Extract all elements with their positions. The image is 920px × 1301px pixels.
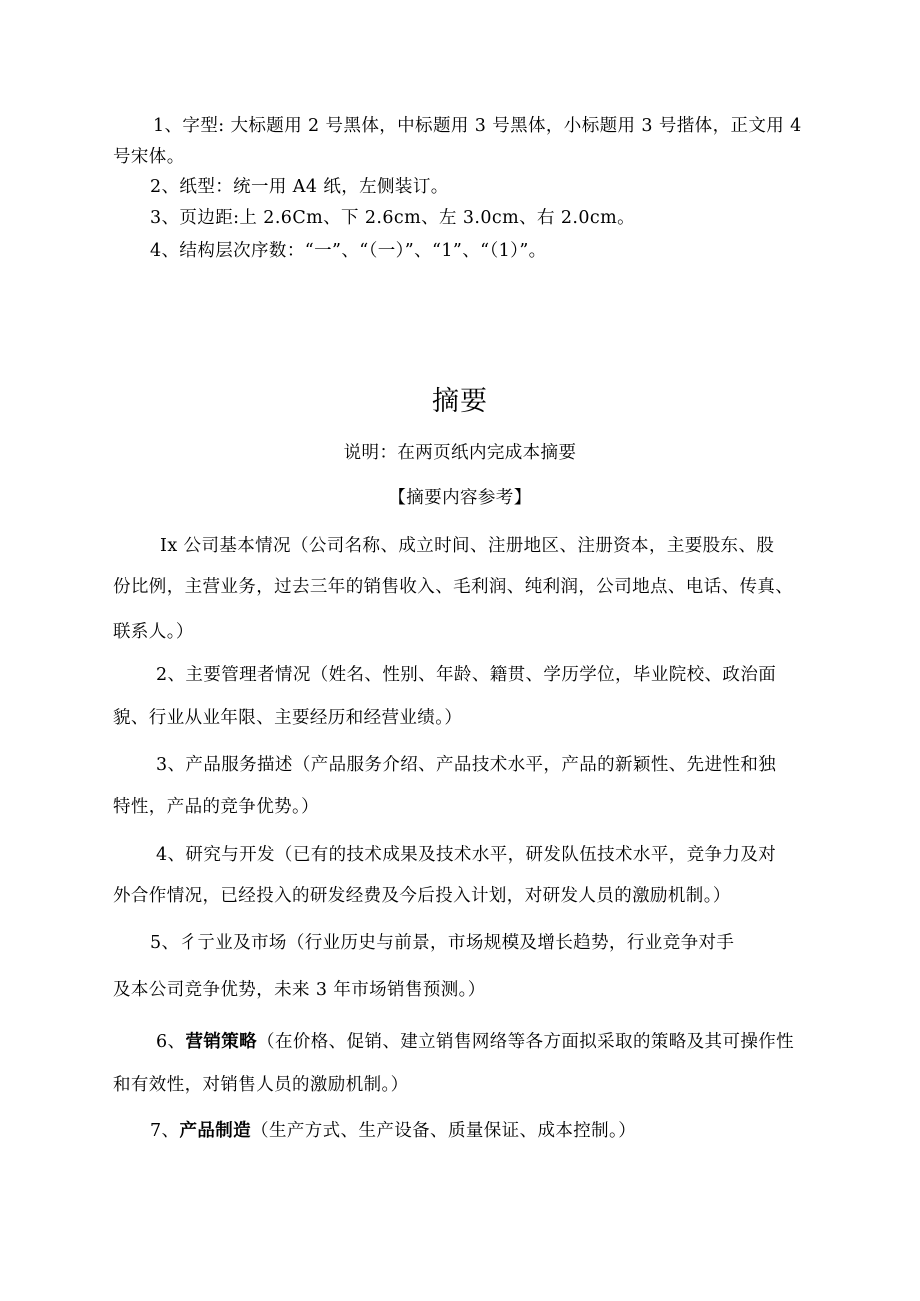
item-4-line1: 4、研究与开发（已有的技术成果及技术水平，研发队伍技术水平，竞争力及对 [156, 845, 777, 865]
format-rule-2: 2、纸型：统一用 A4 纸，左侧装订。 [150, 177, 449, 197]
item-1-line1: Ix 公司基本情况（公司名称、成立时间、注册地区、注册资本，主要股东、股 [160, 536, 775, 556]
item-3-line1: 3、产品服务描述（产品服务介绍、产品技术水平，产品的新颖性、先进性和独 [156, 755, 777, 775]
item-6-number: 6、 [156, 1032, 186, 1052]
item-6-description: （在价格、促销、建立销售网络等各方面拟采取的策略及其可操作性 [257, 1032, 795, 1052]
item-2-line2: 貌、行业从业年限、主要经历和经营业绩。） [113, 708, 463, 728]
item-5-line2: 及本公司竞争优势，未来 3 年市场销售预测。） [113, 980, 486, 1000]
item-7-number: 7、 [150, 1121, 180, 1141]
format-rule-1-line2: 号宋体。 [113, 147, 185, 167]
item-4-line2: 外合作情况，已经投入的研发经费及今后投入计划，对研发人员的激励机制。） [113, 886, 731, 906]
item-1-line2: 份比例，主营业务，过去三年的销售收入、毛利润、纯利润，公司地点、电话、传真、 [113, 577, 794, 597]
format-rule-1-line1: 1、字型: 大标题用 2 号黑体，中标题用 3 号黑体，小标题用 3 号揩体，正文用 4 [153, 116, 802, 136]
format-rule-3: 3、页边距:上 2.6Cm、下 2.6cm、左 3.0cm、右 2.0cm。 [150, 208, 635, 228]
summary-title: 摘要 [432, 386, 488, 417]
item-2-line1: 2、主要管理者情况（姓名、性别、年龄、籍贯、学历学位，毕业院校、政治面 [156, 665, 777, 685]
item-6-line2: 和有效性，对销售人员的激励机制。） [113, 1075, 409, 1095]
item-7-description: （生产方式、生产设备、质量保证、成本控制。） [251, 1121, 637, 1141]
reference-heading: 【摘要内容参考】 [388, 488, 532, 508]
item-1-line3: 联系人。） [113, 622, 194, 642]
item-5-line1: 5、彳亍业及市场（行业历史与前景，市场规模及增长趋势，行业竞争对手 [150, 933, 735, 953]
item-7-label: 产品制造 [179, 1121, 252, 1141]
item-3-line2: 特性，产品的竞争优势。） [113, 797, 320, 817]
summary-note: 说明：在两页纸内完成本摘要 [343, 443, 577, 463]
item-6-line1 [156, 1030, 794, 1054]
item-7-line1 [150, 1119, 636, 1143]
item-6-label: 营销策略 [185, 1032, 258, 1052]
format-rule-4: 4、结构层次序数：“一”、“（一）”、“1”、“（1）”。 [150, 241, 547, 261]
